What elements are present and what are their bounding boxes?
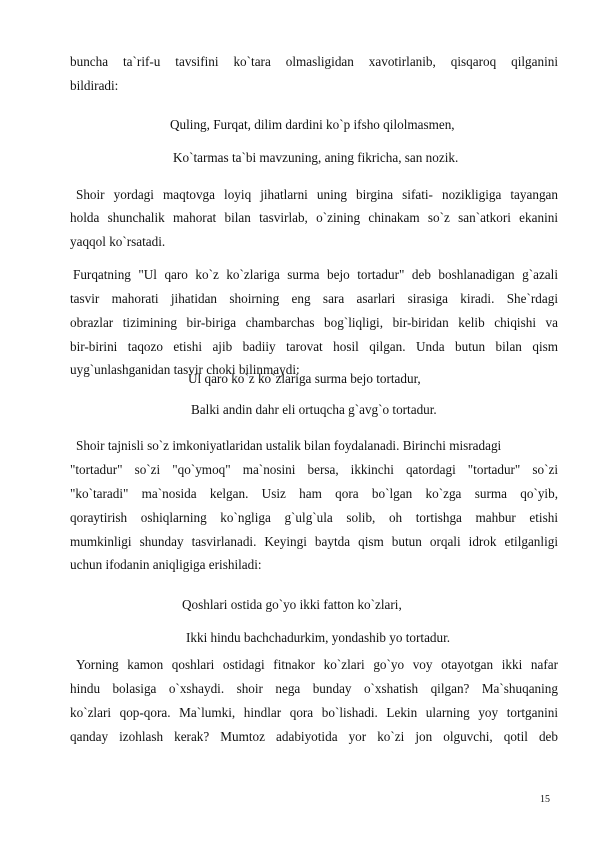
paragraph-line: ko`zlari qop-qora. Ma`lumki, hindlar qora bo`lishadi. Lekin ularning yoy tortganini: [70, 705, 558, 720]
paragraph-line: Furqatning "Ul qaro ko`z ko`zlariga surma bejo tortadur" deb boshlanadigan g`azali: [73, 267, 558, 282]
paragraph-line: "ko`taradi" ma`nosida kelgan. Usiz ham qora bo`lgan ko`zga surma qo`yib,: [70, 486, 558, 501]
paragraph-line: bildiradi:: [70, 78, 119, 93]
paragraph-line: uchun ifodanin aniqligiga erishiladi:: [70, 557, 262, 572]
verse-line: Balki andin dahr eli ortuqcha g`avg`o tortadur.: [191, 402, 437, 417]
page-number: 15: [540, 794, 550, 805]
verse-line: Qoshlari ostida go`yo ikki fatton ko`zlari,: [182, 597, 402, 612]
paragraph-line: mumkinligi shunday tasvirlanadi. Keyingi baytda qism butun orqali idrok etilganligi: [70, 534, 558, 549]
paragraph-line: hindu bolasiga o`xshaydi. shoir nega bunday o`xshatish qilgan? Ma`shuqaning: [70, 681, 558, 696]
paragraph-line: qanday izohlash kerak? Mumtoz adabiyotida yor ko`zi jon olguvchi, qotil deb: [70, 729, 558, 744]
paragraph-line: yaqqol ko`rsatadi.: [70, 234, 166, 249]
paragraph-line: Yorning kamon qoshlari ostidagi fitnakor ko`zlari go`yo voy otayotgan ikki nafar: [76, 657, 558, 672]
verse-line: Quling, Furqat, dilim dardini ko`p ifsho qilolmasmen,: [170, 117, 455, 132]
paragraph-line: "tortadur" so`zi "qo`ymoq" ma`nosini bersa, ikkinchi qatordagi "tortadur" so`zi: [70, 462, 558, 477]
paragraph-line: obrazlar tizimining bir-biriga chambarchas bog`liqligi, bir-biridan kelib chiqishi va: [70, 315, 558, 330]
paragraph-line: holda shunchalik mahorat bilan tasvirlab, o`zining chinakam so`z san`atkori ekanini: [70, 210, 558, 225]
verse-line: Ul qaro ko`z ko`zlariga surma bejo tortadur,: [188, 371, 421, 386]
paragraph-line: buncha ta`rif-u tavsifini ko`tara olmasligidan xavotirlanib, qisqaroq qilganini: [70, 54, 558, 69]
verse-line: Ko`tarmas ta`bi mavzuning, aning fikricha, san nozik.: [173, 150, 459, 165]
verse-line: Ikki hindu bachchadurkim, yondashib yo tortadur.: [186, 630, 451, 645]
paragraph-line: qoraytirish oshiqlarning ko`ngliga g`ulg`ula solib, oh tortishga mahbur etishi: [70, 510, 558, 525]
paragraph-line: tasvir mahorati jihatidan shoirning eng sara asarlari sirasiga kiradi. She`rdagi: [70, 291, 558, 306]
paragraph-line: bir-birini taqozo etishi ajib badiiy tarovat hosil qilgan. Unda butun bilan qism: [70, 339, 558, 354]
paragraph-line: uyg`unlashganidan tasvir choki bilinmaydi:: [70, 362, 300, 377]
paragraph-line: Shoir tajnisli so`z imkoniyatlaridan ustalik bilan foydalanadi. Birinchi misradagi: [76, 438, 502, 453]
paragraph-line: Shoir yordagi maqtovga loyiq jihatlarni uning birgina sifati- nozikligiga tayangan: [76, 187, 558, 202]
